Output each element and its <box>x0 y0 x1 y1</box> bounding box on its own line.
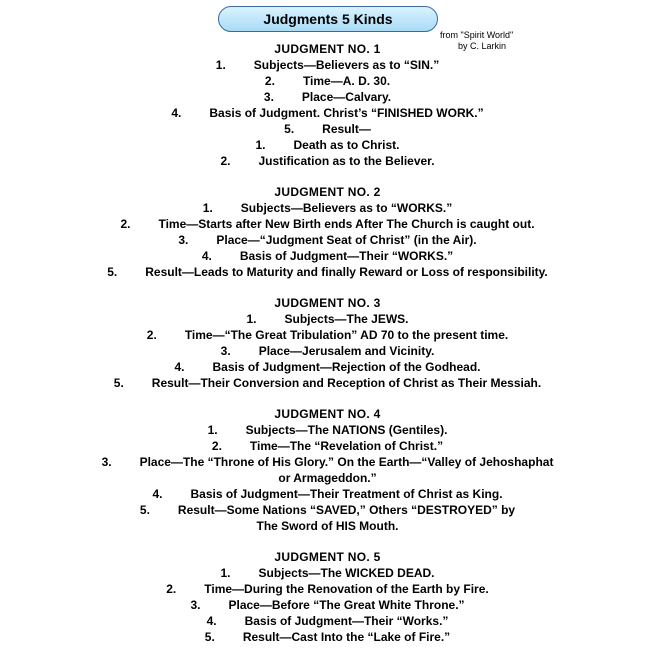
list-item <box>0 597 655 613</box>
item-text: Time—“The Great Tribulation” AD 70 to the present time. <box>184 328 509 342</box>
item-number: 1. <box>202 201 213 215</box>
item-number: 3. <box>190 598 201 612</box>
item-number: 3. <box>178 233 189 247</box>
item-text: Place—Calvary. <box>301 90 392 104</box>
judgment-section <box>0 41 655 169</box>
item-number: 2. <box>166 582 177 596</box>
item-number: 1. <box>255 138 266 152</box>
list-item <box>0 232 655 248</box>
section-heading: JUDGMENT NO. 5 <box>274 550 381 564</box>
judgments-list <box>0 41 655 660</box>
list-item <box>0 200 655 216</box>
list-item <box>0 486 655 502</box>
list-item <box>0 327 655 343</box>
judgment-section <box>0 184 655 280</box>
item-number: 3. <box>101 455 112 469</box>
item-number: 4. <box>206 614 217 628</box>
item-number: 2. <box>264 74 275 88</box>
item-number: 1. <box>246 312 257 326</box>
list-item <box>0 502 655 518</box>
judgment-section <box>0 406 655 534</box>
list-item <box>0 581 655 597</box>
item-number: 2. <box>120 217 131 231</box>
item-text: Basis of Judgment. Christ’s “FINISHED WORK.” <box>209 106 484 120</box>
item-text: Result—Cast Into the “Lake of Fire.” <box>242 630 451 644</box>
item-number: 5. <box>113 376 124 390</box>
item-text: Time—A. D. 30. <box>302 74 391 88</box>
judgment-section <box>0 295 655 391</box>
item-text: Basis of Judgment—Their Treatment of Christ as King. <box>190 487 503 501</box>
list-item <box>0 121 655 137</box>
item-number: 2. <box>146 328 157 342</box>
item-number: 4. <box>171 106 182 120</box>
item-continuation: or Armageddon.” <box>278 471 377 485</box>
item-text: Subjects—The WICKED DEAD. <box>258 566 435 580</box>
item-number: 5. <box>139 503 150 517</box>
section-heading: JUDGMENT NO. 1 <box>274 42 381 56</box>
list-item <box>0 359 655 375</box>
item-text: Subjects—Believers as to “SIN.” <box>253 58 440 72</box>
list-item <box>0 375 655 391</box>
list-item <box>0 422 655 438</box>
item-text: Subjects—The NATIONS (Gentiles). <box>245 423 448 437</box>
item-text: Death as to Christ. <box>293 138 400 152</box>
item-text: Time—Starts after New Birth ends After The Church is caught out. <box>158 217 535 231</box>
item-text: Subjects—The JEWS. <box>284 312 409 326</box>
list-item <box>0 311 655 327</box>
list-item <box>0 248 655 264</box>
list-item <box>0 73 655 89</box>
item-text: Subjects—Believers as to “WORKS.” <box>240 201 453 215</box>
item-text: Place—“Judgment Seat of Christ” (in the Air). <box>216 233 477 247</box>
section-heading: JUDGMENT NO. 4 <box>274 407 381 421</box>
item-text: Time—During the Renovation of the Earth by Fire. <box>204 582 489 596</box>
list-item <box>0 89 655 105</box>
item-text: Justification as to the Believer. <box>258 154 435 168</box>
item-text: Place—The “Throne of His Glory.” On the Earth—“Valley of Jehoshaphat <box>139 455 554 469</box>
item-number: 1. <box>215 58 226 72</box>
item-number: 4. <box>174 360 185 374</box>
list-item <box>0 153 655 169</box>
title-banner <box>218 6 438 32</box>
item-number: 2. <box>220 154 231 168</box>
item-text: Basis of Judgment—Their “Works.” <box>244 614 449 628</box>
item-number: 4. <box>201 249 212 263</box>
list-item <box>0 454 655 470</box>
item-continuation: The Sword of HIS Mouth. <box>256 519 399 533</box>
list-item <box>0 57 655 73</box>
list-item <box>0 629 655 645</box>
credit-source: from "Spirit World" <box>440 30 514 40</box>
item-text: Basis of Judgment—Their “WORKS.” <box>239 249 454 263</box>
item-text: Result— <box>322 122 371 136</box>
item-number: 5. <box>107 265 118 279</box>
section-heading: JUDGMENT NO. 3 <box>274 296 381 310</box>
list-item <box>0 565 655 581</box>
item-text: Place—Before “The Great White Throne.” <box>228 598 465 612</box>
item-text: Result—Some Nations “SAVED,” Others “DESTROYED” by <box>177 503 516 517</box>
judgment-section <box>0 549 655 645</box>
credit-author: by C. Larkin <box>458 41 507 51</box>
page-title: Judgments 5 Kinds <box>263 11 393 27</box>
item-number: 4. <box>152 487 163 501</box>
list-item <box>0 438 655 454</box>
item-number: 1. <box>220 566 231 580</box>
item-number: 3. <box>220 344 231 358</box>
list-item <box>0 105 655 121</box>
item-number: 2. <box>211 439 222 453</box>
item-number: 1. <box>207 423 218 437</box>
item-text: Basis of Judgment—Rejection of the Godhead. <box>212 360 481 374</box>
list-item <box>0 613 655 629</box>
section-heading: JUDGMENT NO. 2 <box>274 185 381 199</box>
list-item <box>0 343 655 359</box>
item-text: Place—Jerusalem and Vicinity. <box>258 344 435 358</box>
item-text: Result—Their Conversion and Reception of Christ as Their Messiah. <box>151 376 542 390</box>
item-number: 3. <box>263 90 274 104</box>
item-number: 5. <box>204 630 215 644</box>
list-item <box>0 264 655 280</box>
list-item <box>0 216 655 232</box>
item-number: 5. <box>284 122 295 136</box>
item-text: Time—The “Revelation of Christ.” <box>249 439 444 453</box>
list-item <box>0 137 655 153</box>
item-text: Result—Leads to Maturity and finally Reward or Loss of responsibility. <box>145 265 548 279</box>
